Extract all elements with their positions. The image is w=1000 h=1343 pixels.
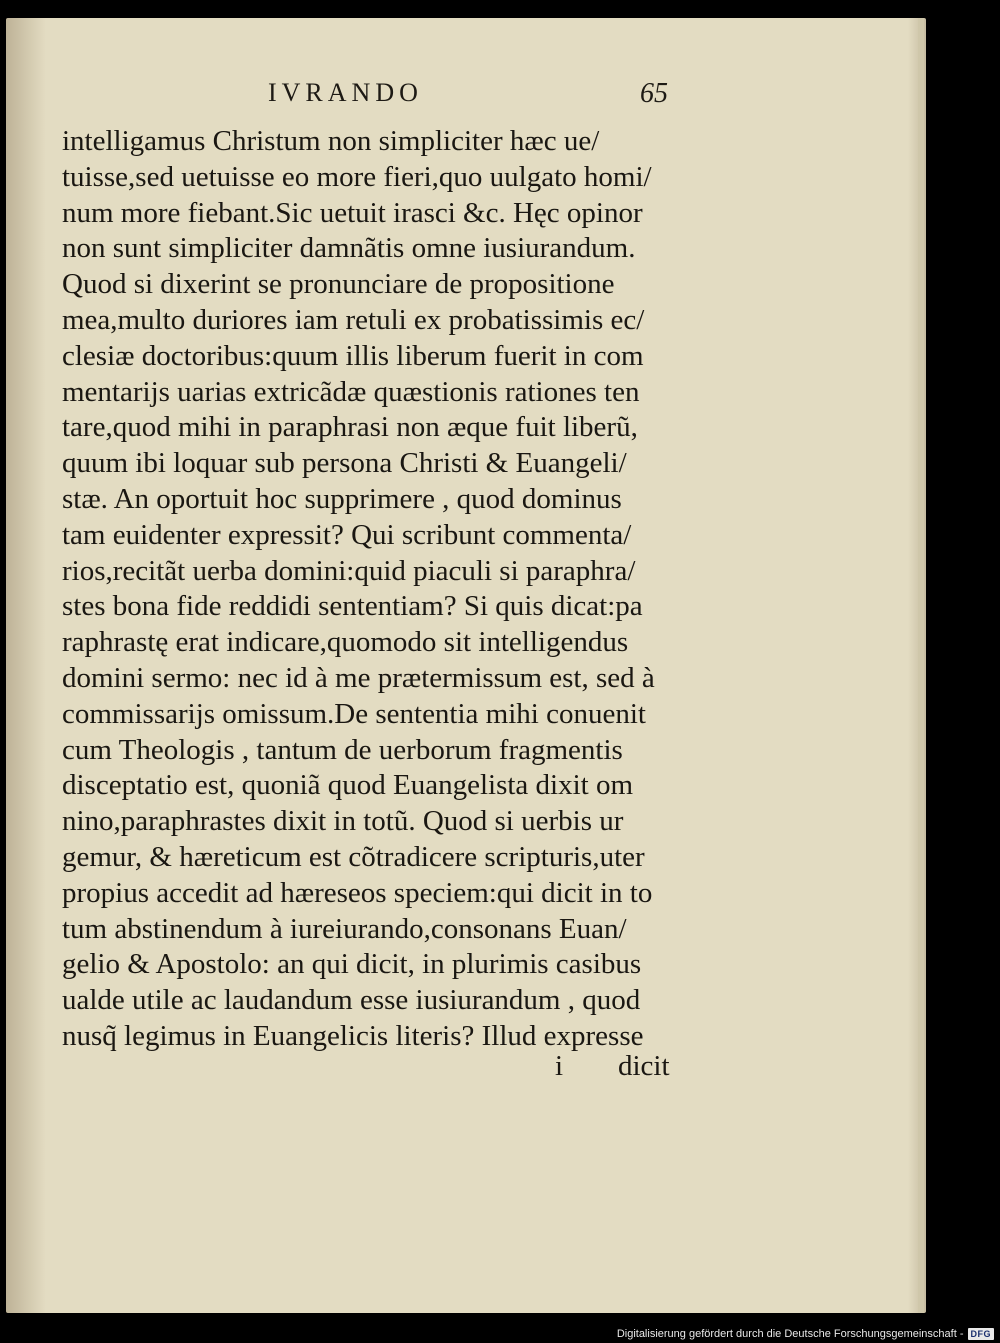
text-line: non sunt simpliciter damnãtis omne iusiurandum. <box>62 232 636 265</box>
catchword: dicit <box>618 1050 670 1082</box>
running-head: IVRANDO <box>268 78 423 107</box>
text-line: Quod si dixerint se pronunciare de propositione <box>62 268 615 301</box>
page-footer <box>0 1050 1000 1086</box>
text-line: tum abstinendum à iureiurando,consonans Euan/ <box>62 912 627 945</box>
signature-mark: i <box>555 1050 564 1082</box>
dfg-logo: DFG <box>968 1328 995 1340</box>
text-line: rios,recitãt uerba domini:quid piaculi si paraphra/ <box>62 554 636 587</box>
text-line: clesiæ doctoribus:quum illis liberum fuerit in com <box>62 339 644 372</box>
text-line: stæ. An oportuit hoc supprimere , quod dominus <box>62 482 622 515</box>
text-line: stes bona fide reddidi sententiam? Si quis dicat:pa <box>62 590 643 623</box>
text-line: mentarijs uarias extricãdæ quæstionis rationes ten <box>62 375 640 408</box>
body-text <box>62 124 682 1055</box>
credit-text: Digitalisierung gefördert durch die Deutsche Forschungsgemeinschaft - <box>616 1328 964 1340</box>
text-line: domini sermo: nec id à me prætermissum est, sed à <box>62 661 655 694</box>
text-line: num more fiebant.Sic uetuit irasci &c. Hęc opinor <box>62 196 643 229</box>
text-line: disceptatio est, quoniã quod Euangelista dixit om <box>62 769 634 802</box>
text-line: intelligamus Christum non simpliciter hæc ue/ <box>62 125 600 157</box>
text-line: propius accedit ad hæreseos speciem:qui dicit in to <box>62 876 653 909</box>
text-line: tam euidenter expressit? Qui scribunt commenta/ <box>62 518 632 551</box>
text-line: quum ibi loquar sub persona Christi & Euangeli/ <box>62 447 627 480</box>
page-number: 65 <box>640 78 668 109</box>
text-line: nusq̃ legimus in Euangelicis literis? Illud expresse <box>62 1019 644 1052</box>
text-line: gelio & Apostolo: an qui dicit, in plurimis casibus <box>62 948 642 981</box>
text-line: raphrastę erat indicare,quomodo sit intelligendus <box>62 626 629 659</box>
text-line: tuisse,sed uetuisse eo more fieri,quo uulgato homi/ <box>62 160 652 193</box>
page-edge <box>918 18 924 1313</box>
text-line: cum Theologis , tantum de uerborum fragmentis <box>62 733 623 766</box>
text-line: ualde utile ac laudandum esse iusiurandum , quod <box>62 984 641 1017</box>
text-line: commissarijs omissum.De sententia mihi conuenit <box>62 697 646 730</box>
text-line: mea,multo duriores iam retuli ex probatissimis ec/ <box>62 303 645 336</box>
text-line: tare,quod mihi in paraphrasi non æque fuit liberũ, <box>62 411 638 444</box>
digitization-credit <box>617 1328 994 1340</box>
text-line: gemur, & hæreticum est cõtradicere scripturis,uter <box>62 840 645 873</box>
page-header <box>0 78 1000 118</box>
text-line: nino,paraphrastes dixit in totũ. Quod si uerbis ur <box>62 805 624 838</box>
